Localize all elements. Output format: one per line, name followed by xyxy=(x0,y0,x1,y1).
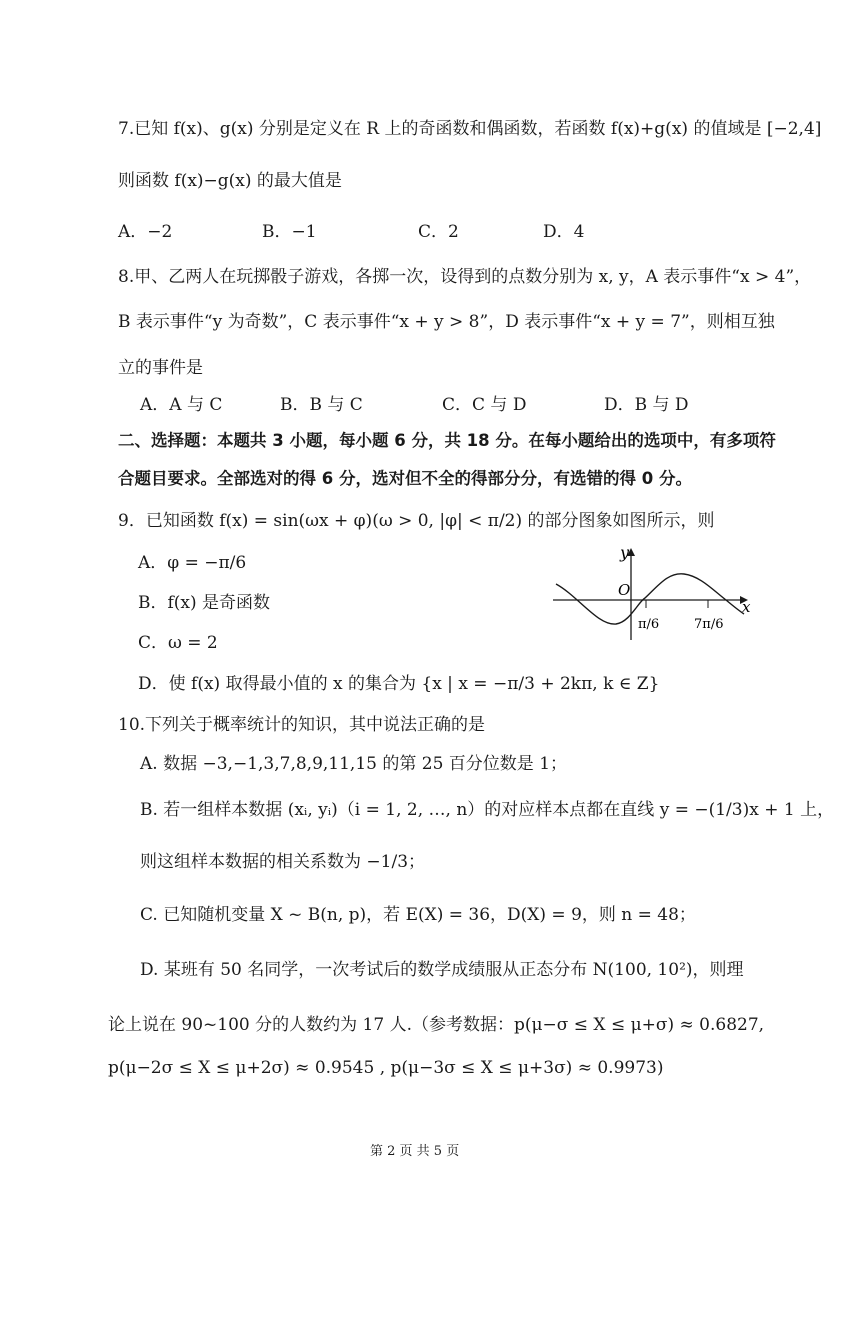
q7-option-a: A．−2 xyxy=(118,222,173,242)
q8-option-d: D．B 与 D xyxy=(604,395,689,415)
q9-stem: 9．已知函数 f(x) = sin(ωx + φ)(ω > 0, |φ| < π/2) 的部分图象如图所示，则 xyxy=(118,511,715,531)
q8-stem-line2: B 表示事件“y 为奇数”，C 表示事件“x + y > 8”，D 表示事件“x + y = 7”，则相互独 xyxy=(118,312,775,332)
q9-option-a: A．φ = −π/6 xyxy=(138,553,247,573)
q8-stem-line3: 立的事件是 xyxy=(118,358,203,378)
y-axis-label: y xyxy=(620,543,630,562)
section2-heading-line2: 合题目要求。全部选对的得 6 分，选对但不全的得部分分，有选错的得 0 分。 xyxy=(118,469,692,488)
q7-option-c: C．2 xyxy=(418,222,459,242)
q8-option-b: B．B 与 C xyxy=(280,395,363,415)
q10-option-d-line2: 论上说在 90~100 分的人数约为 17 人.（参考数据：p(μ−σ ≤ X ≤ μ+σ) ≈ 0.6827, xyxy=(108,1015,765,1035)
q8-option-c: C．C 与 D xyxy=(442,395,527,415)
q10-option-b-line2: 则这组样本数据的相关系数为 −1/3； xyxy=(140,852,426,872)
q9-sine-graph xyxy=(548,540,758,645)
q9-option-c: C．ω = 2 xyxy=(138,633,218,653)
tick-label-pi-6: π/6 xyxy=(638,617,660,632)
q10-option-b-line1: B. 若一组样本数据 (xᵢ, yᵢ)（i = 1, 2, …, n）的对应样本点都在直线 y = −(1/3)x + 1 上， xyxy=(140,800,835,820)
page-footer: 第 2 页 共 5 页 xyxy=(370,1144,460,1159)
q10-option-d-line1: D. 某班有 50 名同学，一次考试后的数学成绩服从正态分布 N(100, 10²)，则理 xyxy=(140,960,744,980)
q9-option-d: D．使 f(x) 取得最小值的 x 的集合为 {x | x = −π/3 + 2kπ, k ∈ Z} xyxy=(138,674,660,694)
q7-option-b: B．−1 xyxy=(262,222,317,242)
section2-heading-line1: 二、选择题：本题共 3 小题，每小题 6 分，共 18 分。在每小题给出的选项中，有多项符 xyxy=(118,431,776,450)
origin-label: O xyxy=(618,581,631,599)
q7-stem-line1: 7.已知 f(x)、g(x) 分别是定义在 R 上的奇函数和偶函数，若函数 f(x)+g(x) 的值域是 [−2,4] xyxy=(118,119,822,139)
q10-option-c: C. 已知随机变量 X ~ B(n, p)，若 E(X) = 36，D(X) = 9，则 n = 48； xyxy=(140,905,696,925)
q7-stem-line2: 则函数 f(x)−g(x) 的最大值是 xyxy=(118,171,342,191)
q8-option-a: A．A 与 C xyxy=(140,395,223,415)
q8-stem-line1: 8.甲、乙两人在玩掷骰子游戏，各掷一次，设得到的点数分别为 x, y，A 表示事件“x > 4”， xyxy=(118,267,812,287)
q10-option-a: A. 数据 −3,−1,3,7,8,9,11,15 的第 25 百分位数是 1； xyxy=(140,754,568,774)
q10-option-d-line3: p(μ−2σ ≤ X ≤ μ+2σ) ≈ 0.9545 , p(μ−3σ ≤ X ≤ μ+3σ) ≈ 0.9973) xyxy=(108,1058,664,1078)
tick-label-7pi-6: 7π/6 xyxy=(694,617,724,632)
q7-option-d: D．4 xyxy=(543,222,585,242)
x-axis-label: x xyxy=(742,598,751,616)
q10-stem: 10.下列关于概率统计的知识，其中说法正确的是 xyxy=(118,715,486,735)
q9-option-b: B．f(x) 是奇函数 xyxy=(138,593,271,613)
